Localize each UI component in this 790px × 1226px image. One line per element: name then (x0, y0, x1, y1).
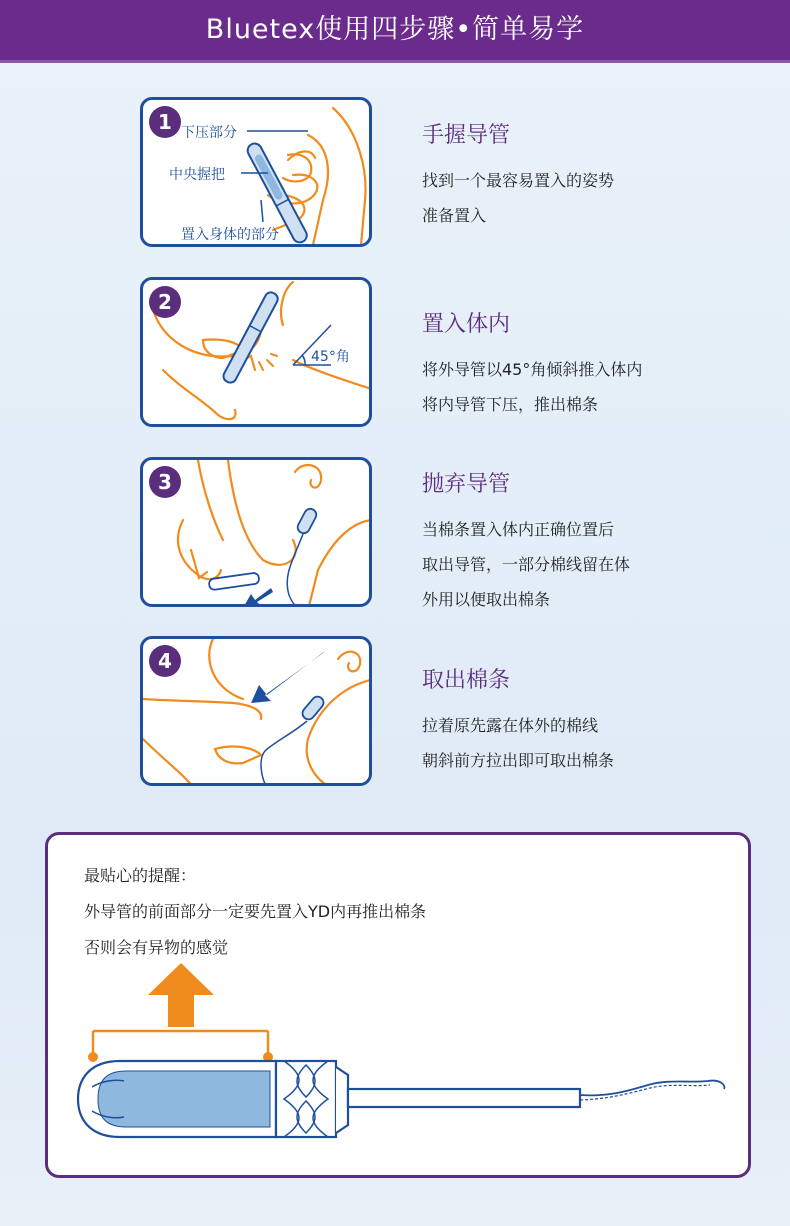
label-insert-part: 置入身体的部分 (181, 227, 279, 243)
reminder-line: 否则会有异物的感觉 (84, 938, 229, 957)
step-line: 朝斜前方拉出即可取出棉条 (422, 751, 615, 770)
step-line: 准备置入 (422, 206, 487, 225)
page-header (0, 0, 790, 60)
step-number-badge: 3 (149, 466, 181, 498)
page-title: Bluetex使用四步骤•简单易学 (205, 14, 585, 45)
step-line: 将外导管以45°角倾斜推入体内 (422, 360, 643, 379)
step-4-description (422, 663, 762, 778)
step-4-illustration (140, 636, 372, 786)
step-2-description (422, 307, 762, 422)
step-line: 找到一个最容易置入的姿势 (422, 171, 615, 190)
step-title: 手握导管 (422, 123, 511, 148)
applicator-diagram (48, 835, 748, 1175)
step-title: 置入体内 (422, 312, 511, 337)
step-2-illustration (140, 277, 372, 427)
header-divider (0, 60, 790, 63)
step-title: 抛弃导管 (422, 472, 511, 497)
step-1-illustration (140, 97, 372, 247)
up-arrow-icon (148, 963, 214, 1027)
step-line: 外用以便取出棉条 (422, 590, 551, 609)
step-title: 取出棉条 (422, 668, 511, 693)
step-line: 当棉条置入体内正确位置后 (422, 520, 615, 539)
step-1-description (422, 118, 762, 233)
label-center-grip: 中央握把 (169, 167, 225, 183)
label-45-degree: 45°角 (311, 349, 350, 365)
step-number-badge: 4 (149, 645, 181, 677)
step-line: 拉着原先露在体外的棉线 (422, 716, 599, 735)
step-line: 取出导管，一部分棉线留在体 (422, 555, 631, 574)
step-3-description (422, 467, 762, 617)
reminder-line: 外导管的前面部分一定要先置入YD内再推出棉条 (84, 902, 427, 921)
label-press-part: 下压部分 (181, 125, 237, 141)
step-number-badge: 1 (149, 106, 181, 138)
step-number-badge: 2 (149, 286, 181, 318)
reminder-box (45, 832, 751, 1178)
step-3-illustration (140, 457, 372, 607)
step-line: 将内导管下压，推出棉条 (422, 395, 599, 414)
reminder-heading: 最贴心的提醒： (84, 866, 197, 885)
